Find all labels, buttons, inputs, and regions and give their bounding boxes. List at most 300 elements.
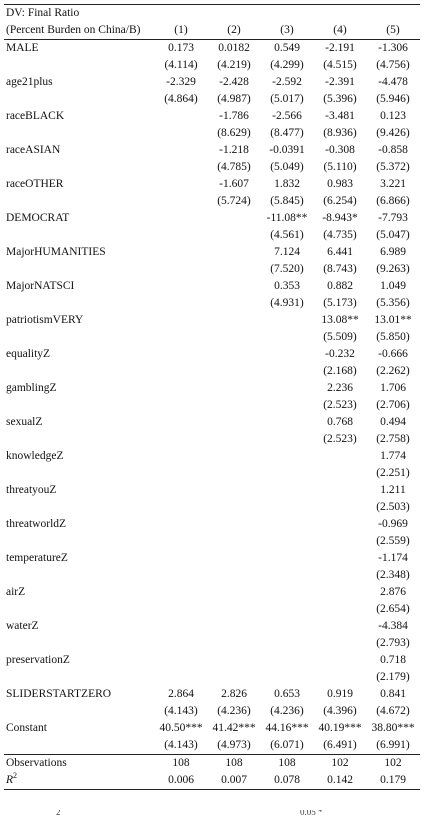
coefficient-cell: -2.428 <box>219 76 249 88</box>
coefficient-cell <box>260 482 314 499</box>
se-row <box>4 159 420 176</box>
coefficient-cell: 2.876 <box>380 586 406 598</box>
variable-label: equalityZ <box>6 348 51 360</box>
se-row <box>4 125 420 142</box>
standard-error-cell <box>154 669 208 686</box>
standard-error-cell <box>260 465 314 482</box>
se-row <box>4 261 420 278</box>
standard-error-cell <box>260 431 314 448</box>
standard-error-cell: (4.987) <box>217 93 251 105</box>
standard-error-cell: (5.946) <box>376 93 410 105</box>
standard-error-cell: (8.743) <box>323 263 357 275</box>
coefficient-cell: -1.306 <box>378 42 408 54</box>
standard-error-cell: (2.559) <box>376 535 410 547</box>
standard-error-cell <box>154 125 208 142</box>
se-row <box>4 193 420 210</box>
standard-error-cell: (6.491) <box>323 739 357 751</box>
standard-error-cell: (4.785) <box>217 161 251 173</box>
standard-error-cell: (2.654) <box>376 603 410 615</box>
coefficient-cell <box>154 414 208 431</box>
standard-error-cell <box>154 567 208 584</box>
coefficient-cell <box>154 584 208 601</box>
stat-value-cell: 108 <box>260 755 314 773</box>
coef-row <box>4 448 420 465</box>
standard-error-cell: (4.756) <box>376 59 410 71</box>
stat-value-cell: 102 <box>314 755 366 773</box>
coefficient-cell: -0.666 <box>378 348 408 360</box>
coefficient-cell <box>260 618 314 635</box>
coefficient-cell: -2.391 <box>325 76 355 88</box>
se-row <box>4 431 420 448</box>
standard-error-cell: (4.299) <box>270 59 304 71</box>
standard-error-cell <box>208 669 260 686</box>
stat-value-cell: 0.078 <box>260 772 314 790</box>
standard-error-cell: (5.850) <box>376 331 410 343</box>
coefficient-cell <box>208 244 260 261</box>
coef-row <box>4 516 420 533</box>
coef-row <box>4 210 420 227</box>
footnote-superscript: 2 <box>56 810 61 817</box>
coefficient-cell <box>154 278 208 295</box>
stat-value-cell: 0.006 <box>154 772 208 790</box>
coefficient-cell: 6.441 <box>327 246 353 258</box>
se-row <box>4 329 420 346</box>
standard-error-cell: (4.236) <box>270 705 304 717</box>
coefficient-cell: 0.353 <box>274 280 300 292</box>
coefficient-cell <box>260 346 314 363</box>
variable-label: raceASIAN <box>6 144 61 156</box>
variable-label: raceBLACK <box>6 110 65 122</box>
standard-error-cell: (5.724) <box>217 195 251 207</box>
standard-error-cell <box>154 159 208 176</box>
coefficient-cell <box>154 516 208 533</box>
standard-error-cell <box>154 227 208 244</box>
variable-label: MajorHUMANITIES <box>6 246 106 258</box>
table-footnote <box>0 810 424 822</box>
standard-error-cell: (4.143) <box>164 705 198 717</box>
coefficient-cell <box>154 346 208 363</box>
coefficient-cell: -2.592 <box>272 76 302 88</box>
coefficient-cell <box>154 108 208 125</box>
coefficient-cell: 0.173 <box>168 42 194 54</box>
standard-error-cell <box>154 193 208 210</box>
coefficient-cell <box>314 652 366 669</box>
coefficient-cell: -1.786 <box>219 110 249 122</box>
standard-error-cell: (4.561) <box>270 229 304 241</box>
standard-error-cell <box>314 669 366 686</box>
coef-row <box>4 142 420 159</box>
column-header: (5) <box>366 22 420 40</box>
standard-error-cell <box>208 363 260 380</box>
stat-value-cell: 0.142 <box>314 772 366 790</box>
column-header: (2) <box>208 22 260 40</box>
standard-error-cell: (4.515) <box>323 59 357 71</box>
standard-error-cell: (6.254) <box>323 195 357 207</box>
coefficient-cell <box>314 550 366 567</box>
dv-title-row <box>4 5 420 23</box>
coef-row <box>4 652 420 669</box>
coefficient-cell: -0.232 <box>325 348 355 360</box>
coefficient-cell <box>208 278 260 295</box>
coef-row <box>4 686 420 703</box>
coef-row <box>4 40 420 58</box>
se-row <box>4 533 420 550</box>
standard-error-cell <box>208 567 260 584</box>
variable-label: knowledgeZ <box>6 450 64 462</box>
column-header: (4) <box>314 22 366 40</box>
coefficient-cell: 1.049 <box>380 280 406 292</box>
standard-error-cell <box>260 363 314 380</box>
coefficient-cell <box>260 312 314 329</box>
stat-row <box>4 755 420 773</box>
standard-error-cell: (6.991) <box>376 739 410 751</box>
coefficient-cell <box>208 210 260 227</box>
standard-error-cell <box>208 431 260 448</box>
variable-label: MALE <box>6 42 39 54</box>
standard-error-cell <box>208 499 260 516</box>
standard-error-cell <box>208 601 260 618</box>
standard-error-cell <box>260 533 314 550</box>
column-header: (1) <box>154 22 208 40</box>
r-squared-superscript: 2 <box>13 772 18 781</box>
se-row <box>4 363 420 380</box>
coefficient-cell: -4.384 <box>378 620 408 632</box>
coef-row <box>4 312 420 329</box>
standard-error-cell: (5.173) <box>323 297 357 309</box>
coefficient-cell: 0.494 <box>380 416 406 428</box>
standard-error-cell <box>260 397 314 414</box>
coefficient-cell: 40.50*** <box>159 722 203 734</box>
coefficient-cell: 0.653 <box>274 688 300 700</box>
standard-error-cell: (2.523) <box>323 399 357 411</box>
standard-error-cell <box>154 329 208 346</box>
dv-subtitle: (Percent Burden on China/B) <box>4 22 154 40</box>
coefficient-cell <box>208 618 260 635</box>
stat-label: Observations <box>4 755 154 773</box>
coefficient-cell: 2.236 <box>327 382 353 394</box>
standard-error-cell: (7.520) <box>270 263 304 275</box>
se-row <box>4 703 420 720</box>
variable-label: age21plus <box>6 76 53 88</box>
variable-label: DEMOCRAT <box>6 212 70 224</box>
coefficient-cell: -1.607 <box>219 178 249 190</box>
coefficient-cell: 0.919 <box>327 688 353 700</box>
standard-error-cell: (6.866) <box>376 195 410 207</box>
coefficient-cell <box>154 210 208 227</box>
coefficient-cell <box>208 584 260 601</box>
coefficient-cell <box>260 448 314 465</box>
standard-error-cell: (9.263) <box>376 263 410 275</box>
variable-label: airZ <box>6 586 26 598</box>
coefficient-cell: -4.478 <box>378 76 408 88</box>
coef-row <box>4 346 420 363</box>
coefficient-cell: 1.706 <box>380 382 406 394</box>
standard-error-cell <box>260 601 314 618</box>
standard-error-cell <box>154 635 208 652</box>
se-row <box>4 635 420 652</box>
stat-value-cell: 0.007 <box>208 772 260 790</box>
standard-error-cell <box>154 261 208 278</box>
coefficient-cell: -0.969 <box>378 518 408 530</box>
coefficient-cell <box>208 414 260 431</box>
standard-error-cell: (5.110) <box>323 161 357 173</box>
coefficient-cell <box>208 516 260 533</box>
stat-value-cell: 102 <box>366 755 420 773</box>
standard-error-cell <box>260 499 314 516</box>
coefficient-cell <box>154 380 208 397</box>
standard-error-cell: (4.114) <box>164 59 198 71</box>
coefficient-cell: 40.19*** <box>318 722 362 734</box>
standard-error-cell <box>208 397 260 414</box>
coefficient-cell: 2.826 <box>221 688 247 700</box>
coefficient-cell: -3.481 <box>325 110 355 122</box>
standard-error-cell <box>154 295 208 312</box>
coefficient-cell: 13.08** <box>321 314 359 326</box>
standard-error-cell: (2.706) <box>376 399 410 411</box>
standard-error-cell: (2.503) <box>376 501 410 513</box>
coefficient-cell: 1.832 <box>274 178 300 190</box>
coefficient-cell: -2.566 <box>272 110 302 122</box>
standard-error-cell <box>208 533 260 550</box>
standard-error-cell: (5.845) <box>270 195 304 207</box>
standard-error-cell <box>314 499 366 516</box>
standard-error-cell: (8.629) <box>217 127 251 139</box>
coefficient-cell <box>154 618 208 635</box>
stat-value-cell: 0.179 <box>366 772 420 790</box>
variable-label: patriotismVERY <box>6 314 84 326</box>
coef-row <box>4 278 420 295</box>
standard-error-cell: (2.523) <box>323 433 357 445</box>
coefficient-cell: 0.0182 <box>218 42 250 54</box>
standard-error-cell: (4.396) <box>323 705 357 717</box>
coefficient-cell: 6.989 <box>380 246 406 258</box>
standard-error-cell: (2.262) <box>376 365 410 377</box>
se-row <box>4 465 420 482</box>
coefficient-cell <box>314 618 366 635</box>
coefficient-cell: -1.218 <box>219 144 249 156</box>
stat-label <box>4 772 154 790</box>
coefficient-cell: 1.211 <box>380 484 406 496</box>
coefficient-cell <box>154 142 208 159</box>
standard-error-cell <box>314 567 366 584</box>
standard-error-cell <box>154 601 208 618</box>
standard-error-cell: (8.477) <box>270 127 304 139</box>
coefficient-cell: 13.01** <box>374 314 412 326</box>
variable-label: sexualZ <box>6 416 43 428</box>
standard-error-cell: (5.017) <box>270 93 304 105</box>
se-row <box>4 57 420 74</box>
coefficient-cell: -2.191 <box>325 42 355 54</box>
standard-error-cell <box>208 635 260 652</box>
standard-error-cell <box>208 329 260 346</box>
coefficient-cell <box>260 652 314 669</box>
coefficient-cell <box>154 176 208 193</box>
standard-error-cell <box>154 465 208 482</box>
variable-label: MajorNATSCI <box>6 280 75 292</box>
column-header-row <box>4 22 420 40</box>
coefficient-cell: -1.174 <box>378 552 408 564</box>
coef-row <box>4 108 420 125</box>
coefficient-cell: -0.858 <box>378 144 408 156</box>
standard-error-cell <box>314 601 366 618</box>
variable-label: waterZ <box>6 620 39 632</box>
variable-label: threatyouZ <box>6 484 57 496</box>
coef-row <box>4 176 420 193</box>
standard-error-cell: (4.973) <box>217 739 251 751</box>
standard-error-cell: (5.356) <box>376 297 410 309</box>
coefficient-cell <box>154 448 208 465</box>
coef-row <box>4 74 420 91</box>
variable-label: temperatureZ <box>6 552 68 564</box>
coefficient-cell <box>208 448 260 465</box>
coef-row <box>4 584 420 601</box>
se-row <box>4 737 420 755</box>
standard-error-cell: (2.251) <box>376 467 410 479</box>
r-squared-symbol: R <box>6 774 14 786</box>
standard-error-cell <box>208 465 260 482</box>
coefficient-cell <box>208 652 260 669</box>
coefficient-cell <box>260 516 314 533</box>
standard-error-cell <box>208 295 260 312</box>
se-row <box>4 397 420 414</box>
standard-error-cell: (2.348) <box>376 569 410 581</box>
coefficient-cell <box>208 346 260 363</box>
coefficient-cell: 0.718 <box>380 654 406 666</box>
table-body <box>4 5 420 790</box>
standard-error-cell: (5.049) <box>270 161 304 173</box>
standard-error-cell <box>154 363 208 380</box>
standard-error-cell <box>260 669 314 686</box>
coefficient-cell: 0.768 <box>327 416 353 428</box>
variable-label: raceOTHER <box>6 178 64 190</box>
standard-error-cell <box>154 499 208 516</box>
se-row <box>4 295 420 312</box>
standard-error-cell: (4.931) <box>270 297 304 309</box>
se-row <box>4 601 420 618</box>
coefficient-cell <box>314 448 366 465</box>
stat-value-cell: 108 <box>154 755 208 773</box>
standard-error-cell <box>314 533 366 550</box>
coefficient-cell <box>208 550 260 567</box>
standard-error-cell: (4.219) <box>217 59 251 71</box>
coefficient-cell <box>154 652 208 669</box>
coef-row <box>4 550 420 567</box>
standard-error-cell: (4.143) <box>164 739 198 751</box>
coefficient-cell: -7.793 <box>378 212 408 224</box>
dv-title: DV: Final Ratio <box>4 5 154 23</box>
standard-error-cell <box>154 431 208 448</box>
se-row <box>4 669 420 686</box>
coefficient-cell <box>260 380 314 397</box>
coefficient-cell: 38.80*** <box>371 722 415 734</box>
coefficient-cell: 0.882 <box>327 280 353 292</box>
stat-value-cell: 108 <box>208 755 260 773</box>
column-header: (3) <box>260 22 314 40</box>
coefficient-cell: 41.42*** <box>212 722 256 734</box>
coefficient-cell: 7.124 <box>274 246 300 258</box>
standard-error-cell <box>260 635 314 652</box>
standard-error-cell: (4.236) <box>217 705 251 717</box>
coefficient-cell: 2.864 <box>168 688 194 700</box>
coef-row <box>4 414 420 431</box>
coefficient-cell: 0.841 <box>380 688 406 700</box>
standard-error-cell <box>314 635 366 652</box>
coefficient-cell <box>154 244 208 261</box>
variable-label: gamblingZ <box>6 382 57 394</box>
coefficient-cell <box>314 482 366 499</box>
coefficient-cell <box>154 482 208 499</box>
standard-error-cell: (9.426) <box>376 127 410 139</box>
standard-error-cell <box>260 329 314 346</box>
standard-error-cell: (5.372) <box>376 161 410 173</box>
standard-error-cell: (2.758) <box>376 433 410 445</box>
coefficient-cell <box>314 584 366 601</box>
coefficient-cell: 0.983 <box>327 178 353 190</box>
standard-error-cell: (2.168) <box>323 365 357 377</box>
coefficient-cell <box>260 550 314 567</box>
standard-error-cell <box>154 533 208 550</box>
coefficient-cell <box>260 414 314 431</box>
standard-error-cell: (8.936) <box>323 127 357 139</box>
se-row <box>4 567 420 584</box>
coefficient-cell <box>208 380 260 397</box>
coefficient-cell: 0.549 <box>274 42 300 54</box>
regression-table <box>4 4 420 790</box>
coefficient-cell: 1.774 <box>380 450 406 462</box>
standard-error-cell <box>260 567 314 584</box>
standard-error-cell: (5.509) <box>323 331 357 343</box>
variable-label: threatworldZ <box>6 518 67 530</box>
se-row <box>4 91 420 108</box>
se-row <box>4 227 420 244</box>
footnote-tail: 0.05 * <box>300 810 323 817</box>
coefficient-cell: -8.943* <box>322 212 358 224</box>
coefficient-cell: -2.329 <box>166 76 196 88</box>
variable-label: SLIDERSTARTZERO <box>6 688 112 700</box>
standard-error-cell: (2.793) <box>376 637 410 649</box>
coefficient-cell <box>314 516 366 533</box>
standard-error-cell <box>208 261 260 278</box>
standard-error-cell: (4.735) <box>323 229 357 241</box>
coefficient-cell: 44.16*** <box>265 722 309 734</box>
stat-row <box>4 772 420 790</box>
coefficient-cell <box>154 550 208 567</box>
standard-error-cell <box>314 465 366 482</box>
coefficient-cell <box>154 312 208 329</box>
standard-error-cell: (5.396) <box>323 93 357 105</box>
coefficient-cell: -0.308 <box>325 144 355 156</box>
coefficient-cell: 3.221 <box>380 178 406 190</box>
standard-error-cell: (5.047) <box>376 229 410 241</box>
variable-label: Constant <box>6 722 47 734</box>
standard-error-cell: (2.179) <box>376 671 410 683</box>
standard-error-cell <box>208 227 260 244</box>
coef-row <box>4 618 420 635</box>
variable-label: preservationZ <box>6 654 70 666</box>
coef-row <box>4 720 420 737</box>
coef-row <box>4 482 420 499</box>
coefficient-cell <box>208 482 260 499</box>
standard-error-cell <box>154 397 208 414</box>
coefficient-cell <box>208 312 260 329</box>
standard-error-cell: (6.071) <box>270 739 304 751</box>
se-row <box>4 499 420 516</box>
coefficient-cell <box>260 584 314 601</box>
standard-error-cell: (4.672) <box>376 705 410 717</box>
coefficient-cell: -0.0391 <box>269 144 305 156</box>
coefficient-cell: -11.08** <box>266 212 308 224</box>
coef-row <box>4 244 420 261</box>
